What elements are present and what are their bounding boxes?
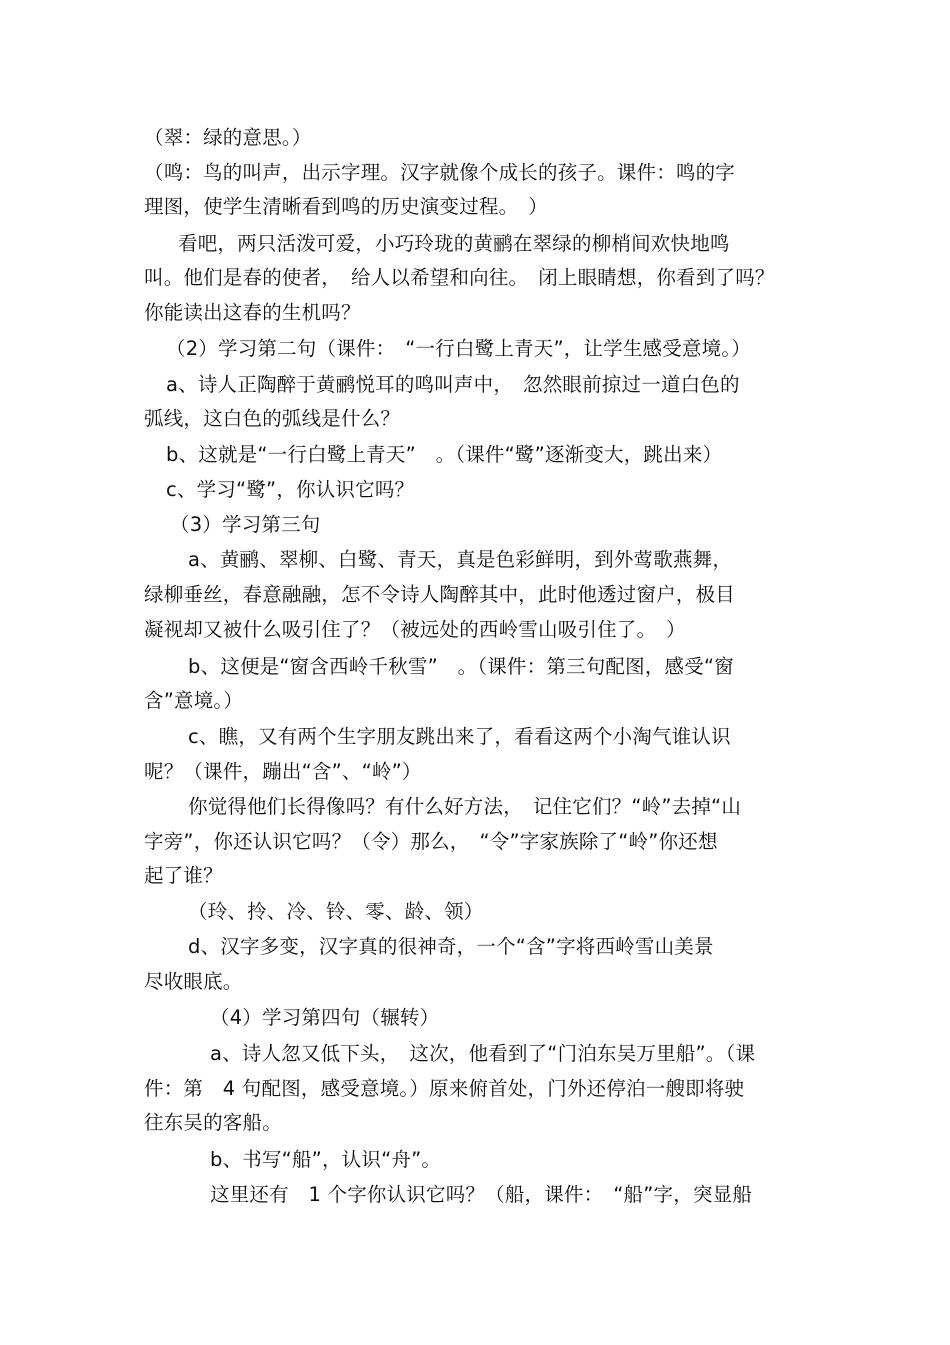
text-line-21: 字旁”，你还认识它吗？（令）那么， “令”字家族除了“岭”你还想	[144, 830, 718, 853]
text-line-24: d、汉字多变，汉字真的很神奇，一个“含”字将西岭雪山美景	[188, 935, 714, 958]
text-line-25: 尽收眼底。	[144, 970, 243, 993]
text-line-29: 往东吴的客船。	[144, 1111, 282, 1134]
text-line-27: a、诗人忽又低下头， 这次，他看到了“门泊东吴万里船”。（课	[210, 1042, 756, 1065]
text-line-10: b、这就是“一行白鹭上青天” 。（课件“鹭”逐渐变大，跳出来）	[166, 443, 723, 466]
text-line-2: （鸣：鸟的叫声，出示字理。汉字就像个成长的孩子。课件：鸣的字	[144, 161, 736, 184]
text-line-16: b、这便是“窗含西岭千秋雪” 。（课件：第三句配图，感受“窗	[188, 655, 734, 678]
text-line-3: 理图，使学生清晰看到鸣的历史演变过程。 ）	[144, 195, 548, 218]
text-line-23: （玲、拎、冷、铃、零、龄、领）	[188, 900, 484, 923]
text-line-1: （翠：绿的意思。）	[144, 126, 312, 149]
text-line-22: 起了谁？	[144, 864, 223, 887]
text-line-12: （3）学习第三句	[170, 513, 321, 536]
text-line-31: 这里还有 1 个字你认识它吗？（船，课件： “船”字，突显船	[210, 1183, 753, 1206]
text-line-9: 弧线，这白色的弧线是什么？	[144, 407, 401, 430]
text-line-26: （4）学习第四句（辗转）	[210, 1006, 440, 1029]
text-line-17: 含”意境。）	[144, 689, 244, 712]
text-line-6: 你能读出这春的生机吗？	[144, 301, 361, 324]
text-line-5: 叫。他们是春的使者， 给人以希望和向往。 闭上眼睛想，你看到了吗？	[144, 266, 775, 289]
text-line-11: c、学习“鹭”，你认识它吗？	[166, 478, 415, 501]
text-line-8: a、诗人正陶醉于黄鹂悦耳的鸣叫声中， 忽然眼前掠过一道白色的	[166, 373, 740, 396]
text-line-14: 绿柳垂丝，春意融融，怎不令诗人陶醉其中，此时他透过窗户，极目	[144, 583, 736, 606]
text-line-28: 件：第 4 句配图，感受意境。）原来俯首处，门外还停泊一艘即将驶	[144, 1077, 745, 1100]
text-line-4: 看吧，两只活泼可爱，小巧玲珑的黄鹂在翠绿的柳梢间欢快地鸣	[178, 232, 730, 255]
text-line-30: b、书写“船”，认识“舟”。	[210, 1148, 442, 1171]
text-line-7: （2）学习第二句（课件： “一行白鹭上青天”，让学生感受意境。）	[166, 337, 752, 360]
text-line-20: 你觉得他们长得像吗？有什么好方法， 记住它们？“岭”去掉“山	[188, 795, 742, 818]
text-line-19: 呢？（课件，蹦出“含”、“岭”）	[144, 760, 422, 783]
text-line-18: c、瞧，又有两个生字朋友跳出来了，看看这两个小淘气谁认识	[188, 725, 731, 748]
text-line-13: a、黄鹂、翠柳、白鹭、青天，真是色彩鲜明，到外莺歌燕舞，	[188, 548, 733, 571]
text-line-15: 凝视却又被什么吸引住了？（被远处的西岭雪山吸引住了。 ）	[144, 618, 686, 641]
